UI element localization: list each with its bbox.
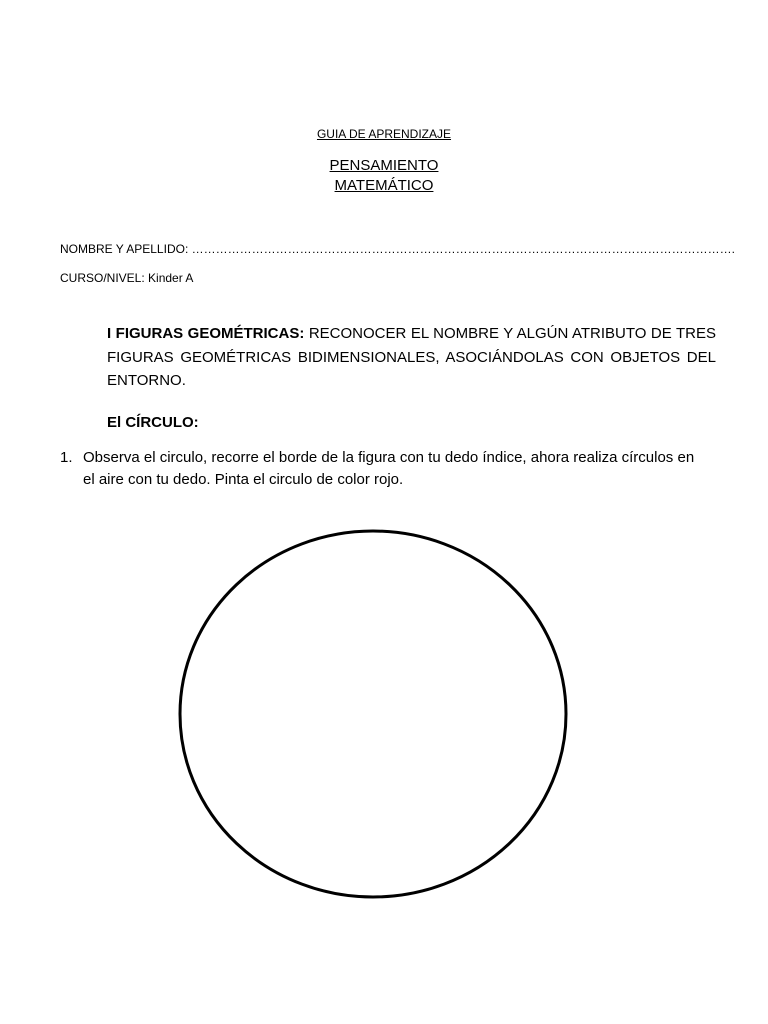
objective-colon: : (299, 325, 305, 342)
course-label: CURSO/NIVEL: (60, 271, 145, 285)
name-blank-line: ………………………………………………………………………………………………………………………. (191, 242, 735, 256)
subject-title-line-1: PENSAMIENTO (329, 157, 439, 174)
section-heading: El CÍRCULO: (107, 414, 199, 431)
guide-title: GUIA DE APRENDIZAJE (316, 127, 452, 141)
instruction-text: Observa el circulo, recorre el borde de la figura con tu dedo índice, ahora realiza círculos en el aire con tu dedo. Pinta el circulo de color rojo. (83, 449, 695, 488)
circle-outline (180, 531, 566, 897)
course-value: Kinder A (148, 271, 194, 285)
instruction-number: 1. (60, 449, 73, 466)
name-label: NOMBRE Y APELLIDO: (60, 242, 189, 256)
objective-label: I FIGURAS GEOMÉTRICAS (107, 325, 300, 342)
objective-text: RECONOCER EL NOMBRE Y ALGÚN ATRIBUTO DE TRES FIGURAS GEOMÉTRICAS BIDIMENSIONALES, ASOCIÁNDOLAS CON OBJETOS DEL ENTORNO. (107, 325, 716, 389)
subject-title-line-2: MATEMÁTICO (334, 177, 434, 194)
